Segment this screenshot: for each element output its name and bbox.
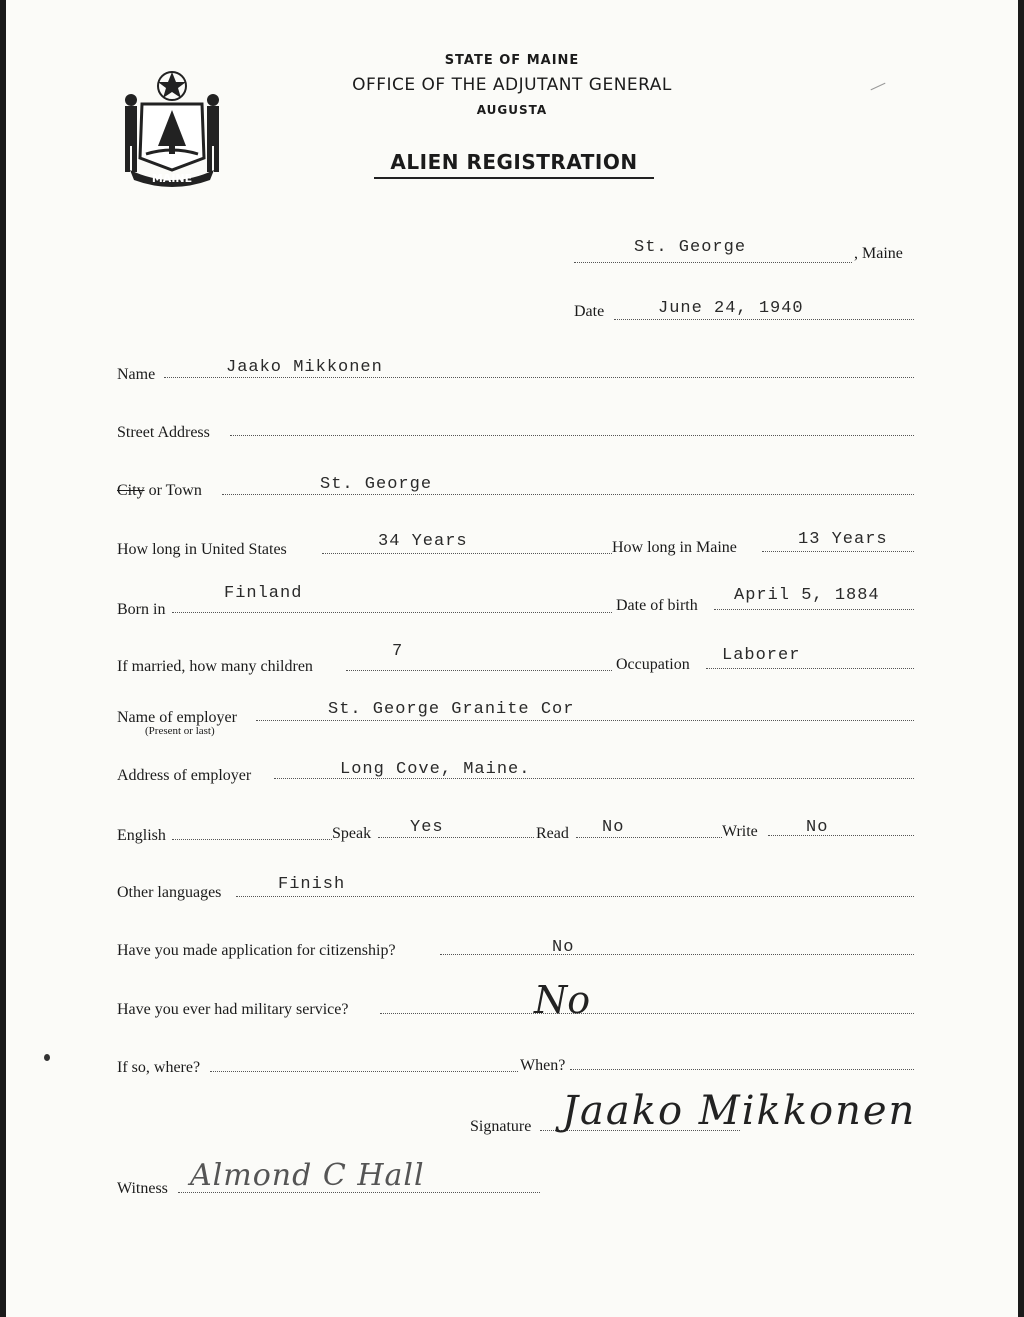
military-line: [380, 1013, 914, 1014]
english-line: [172, 839, 332, 840]
state-label: , Maine: [854, 245, 903, 262]
registration-form: [6, 0, 1018, 1317]
city-heading: AUGUSTA: [476, 103, 548, 117]
struck-city-text: City: [117, 482, 145, 499]
state-heading: STATE OF MAINE: [444, 53, 580, 68]
date-line: [614, 319, 914, 320]
speak-line: [378, 837, 534, 838]
employer-value: St. George Granite Cor: [328, 700, 575, 719]
employer-address-label: Address of employer: [117, 767, 252, 784]
english-label: English: [117, 827, 166, 844]
town-label-group: [117, 482, 202, 500]
dob-label: Date of birth: [616, 597, 698, 614]
form-title: ALIEN REGISTRATION: [390, 150, 638, 174]
us-duration-value: 34 Years: [378, 532, 468, 551]
when-line: [570, 1069, 914, 1070]
office-heading: OFFICE OF THE ADJUTANT GENERAL: [352, 75, 672, 95]
where-label: If so, where?: [117, 1059, 201, 1076]
witness-signature: Almond C Hall: [190, 1158, 425, 1193]
citizenship-value: No: [552, 938, 575, 957]
born-line: [172, 612, 612, 613]
street-label: Street Address: [117, 424, 210, 441]
children-line: [346, 670, 612, 671]
pencil-check-mark: [871, 83, 886, 91]
read-line: [576, 837, 722, 838]
when-label: When?: [520, 1057, 566, 1074]
date-value: June 24, 1940: [658, 299, 804, 318]
title-underline: [374, 177, 654, 179]
born-value: Finland: [224, 584, 303, 603]
occupation-label: Occupation: [616, 656, 690, 673]
heading-town-value: St. George: [634, 238, 747, 257]
employer-sublabel: (Present or last): [145, 725, 215, 737]
witness-label: Witness: [117, 1180, 168, 1197]
other-languages-label: Other languages: [117, 884, 222, 901]
town-field-line: [222, 494, 914, 495]
occupation-value: Laborer: [722, 646, 801, 665]
citizenship-line: [440, 954, 914, 955]
maine-duration-value: 13 Years: [798, 530, 888, 549]
employer-label: Name of employer: [117, 709, 237, 726]
name-value: Jaako Mikkonen: [226, 358, 383, 377]
maine-duration-label: How long in Maine: [612, 539, 737, 556]
ink-spot: [44, 1054, 50, 1061]
dob-value: April 5, 1884: [734, 586, 880, 605]
seal-banner-text: MAINE: [151, 172, 193, 185]
date-label: Date: [574, 303, 605, 320]
signature-label: Signature: [470, 1118, 532, 1135]
dob-line: [714, 609, 914, 610]
children-value: 7: [392, 642, 404, 661]
read-value: No: [602, 818, 625, 837]
town-label: or Town: [148, 482, 202, 499]
employer-address-value: Long Cove, Maine.: [340, 760, 531, 779]
read-label: Read: [536, 825, 569, 842]
where-line: [210, 1071, 518, 1072]
military-value: No: [534, 978, 591, 1022]
us-duration-line: [322, 553, 612, 554]
speak-value: Yes: [410, 818, 444, 837]
applicant-signature: Jaako Mikkonen: [562, 1088, 917, 1134]
employer-line: [256, 720, 914, 721]
maine-duration-line: [762, 551, 914, 552]
street-line: [230, 435, 914, 436]
write-line: [768, 835, 914, 836]
children-label: If married, how many children: [117, 658, 313, 675]
us-duration-label: How long in United States: [117, 541, 287, 558]
military-label: Have you ever had military service?: [117, 1001, 349, 1018]
write-label: Write: [722, 823, 758, 840]
other-languages-line: [236, 896, 914, 897]
town-line: [574, 262, 852, 263]
name-line: [164, 377, 914, 378]
occupation-line: [706, 668, 914, 669]
town-value: St. George: [320, 475, 433, 494]
name-label: Name: [117, 366, 156, 383]
other-languages-value: Finish: [278, 875, 346, 894]
maine-state-seal: [114, 66, 230, 190]
speak-label: Speak: [332, 825, 372, 842]
born-label: Born in: [117, 601, 166, 618]
citizenship-label: Have you made application for citizenship?: [117, 942, 396, 959]
write-value: No: [806, 818, 829, 837]
